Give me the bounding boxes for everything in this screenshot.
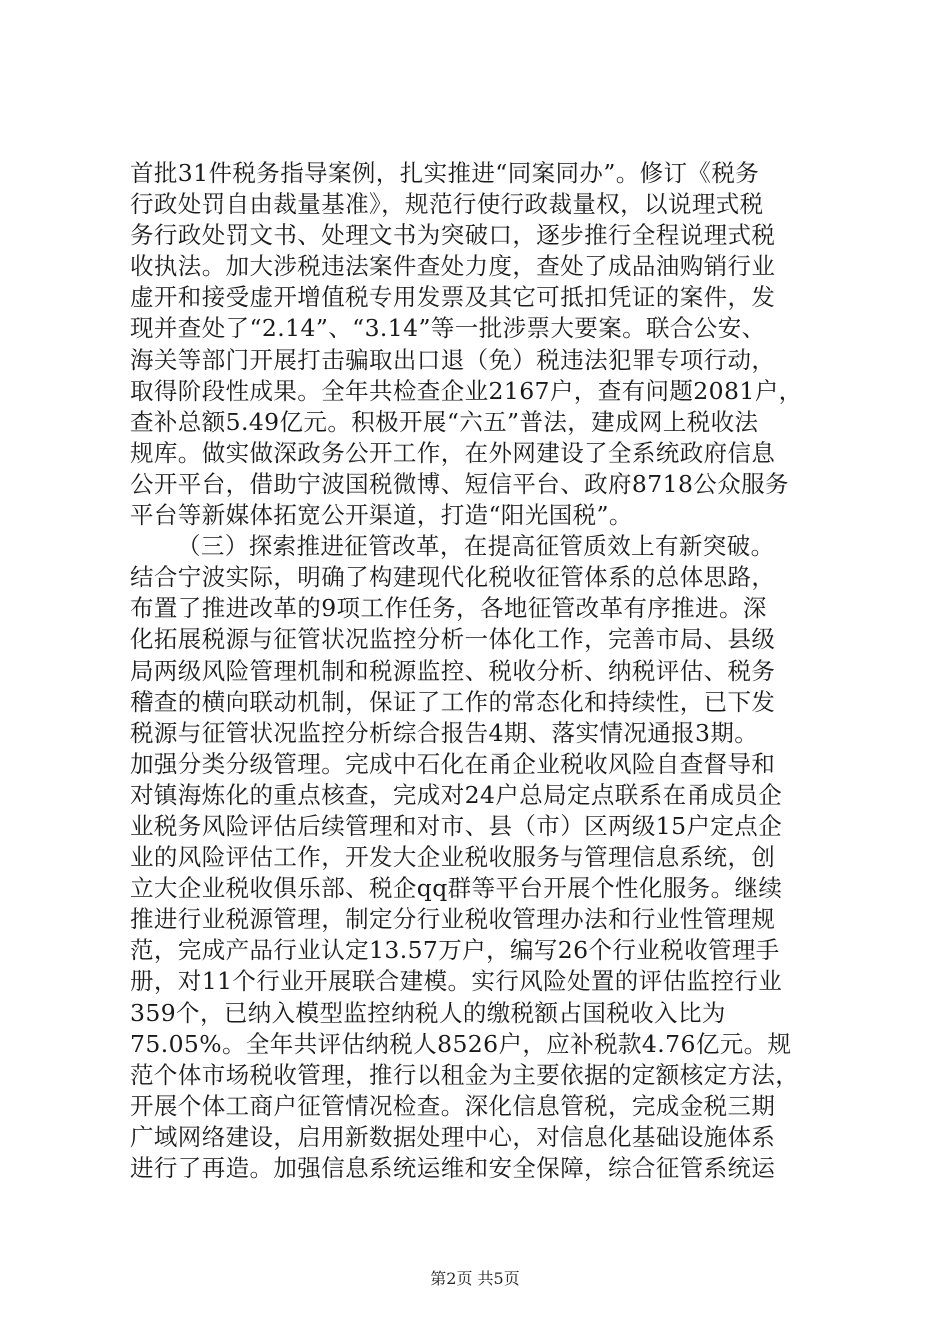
- text-line: 收执法。加大涉税违法案件查处力度，查处了成品油购销行业: [130, 252, 776, 281]
- section-heading-line: （三）探索推进征管改革，在提高征管质效上有新突破。: [177, 532, 775, 561]
- text-line: 首批31件税务指导案例，扎实推进“同案同办”。修订《税务: [130, 159, 760, 187]
- text-line: 册，对11个行业开展联合建模。实行风险处置的评估监控行业: [130, 967, 783, 996]
- text-line: 范，完成产品行业认定13.57万户，编写26个行业税收管理手: [130, 936, 780, 965]
- text-line: 平台等新媒体拓宽公开渠道，打造“阳光国税”。: [130, 501, 633, 530]
- page-footer: 第2页 共5页: [430, 1269, 520, 1288]
- text-line: 务行政处罚文书、处理文书为突破口，逐步推行全程说理式税: [130, 221, 776, 250]
- text-line: 行政处罚自由裁量基准》，规范行使行政裁量权，以说理式税: [130, 190, 764, 219]
- text-line: 稽查的横向联动机制，保证了工作的常态化和持续性，已下发: [130, 687, 776, 716]
- text-line: 查补总额5.49亿元。积极开展“六五”普法，建成网上税收法: [130, 407, 759, 436]
- text-line: 359个，已纳入模型监控纳税人的缴税额占国税收入比为: [130, 998, 726, 1027]
- text-line: 加强分类分级管理。完成中石化在甬企业税收风险自查督导和: [130, 749, 776, 778]
- body-text: [130, 158, 830, 1184]
- text-line: 现并查处了“2.14”、“3.14”等一批涉票大要案。联合公安、: [130, 314, 766, 343]
- text-line: 推进行业税源管理，制定分行业税收管理办法和行业性管理规: [130, 905, 776, 934]
- text-line: 税源与征管状况监控分析综合报告4期、落实情况通报3期。: [130, 718, 759, 747]
- text-line: 结合宁波实际，明确了构建现代化税收征管体系的总体思路，: [130, 563, 776, 592]
- text-line: 进行了再造。加强信息系统运维和安全保障，综合征管系统运: [130, 1154, 776, 1182]
- text-line: 75.05%。全年共评估纳税人8526户，应补税款4.76亿元。规: [130, 1029, 792, 1058]
- text-line: 业税务风险评估后续管理和对市、县（市）区两级15户定点企: [130, 811, 783, 840]
- text-line: 广域网络建设，启用新数据处理中心，对信息化基础设施体系: [130, 1122, 776, 1151]
- text-line: 取得阶段性成果。全年共检查企业2167户，查有问题2081户，: [130, 376, 803, 405]
- text-line: 对镇海炼化的重点核查，完成对24户总局定点联系在甬成员企: [130, 780, 783, 809]
- text-line: 范个体市场税收管理，推行以租金为主要依据的定额核定方法，: [130, 1060, 800, 1089]
- text-line: 虚开和接受虚开增值税专用发票及其它可抵扣凭证的案件，发: [130, 283, 776, 312]
- text-line: 局两级风险管理机制和税源监控、税收分析、纳税评估、税务: [130, 656, 776, 685]
- text-line: 业的风险评估工作，开发大企业税收服务与管理信息系统，创: [130, 843, 776, 872]
- text-line: 布置了推进改革的9项工作任务，各地征管改革有序推进。深: [130, 594, 767, 623]
- text-line: 规库。做实做深政务公开工作，在外网建设了全系统政府信息: [130, 438, 776, 467]
- text-line: 海关等部门开展打击骗取出口退（免）税违法犯罪专项行动，: [130, 345, 776, 374]
- text-line: 开展个体工商户征管情况检查。深化信息管税，完成金税三期: [130, 1091, 776, 1120]
- text-line: 公开平台，借助宁波国税微博、短信平台、政府8718公众服务: [130, 469, 789, 498]
- text-line: 立大企业税收俱乐部、税企qq群等平台开展个性化服务。继续: [130, 874, 783, 903]
- text-line: 化拓展税源与征管状况监控分析一体化工作，完善市局、县级: [130, 625, 776, 654]
